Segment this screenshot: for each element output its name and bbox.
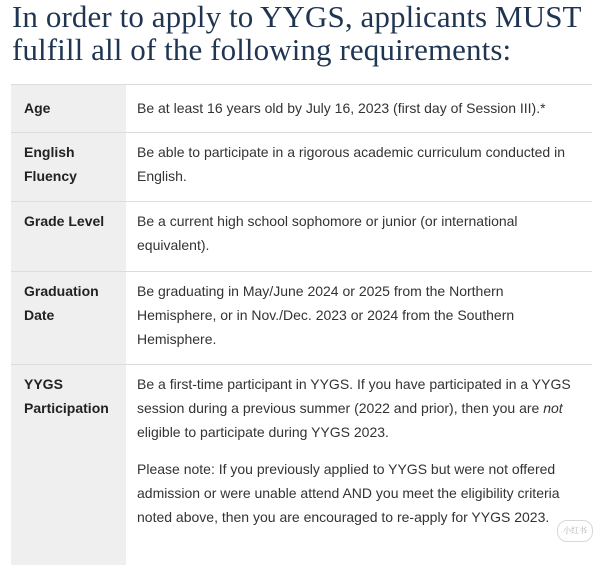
requirement-row-graduation-date <box>11 271 592 364</box>
emphasis-not: not <box>543 400 563 416</box>
requirement-row-age <box>11 84 592 132</box>
heading-line-1: In order to apply to YYGS, applicants MUST <box>12 0 582 34</box>
requirement-label: Graduation Date <box>24 283 99 323</box>
page-heading <box>12 0 597 66</box>
requirement-row-english-fluency <box>11 132 592 201</box>
requirement-label: English Fluency <box>24 144 77 184</box>
heading-line-2: fulfill all of the following requirements: <box>12 32 512 67</box>
participation-paragraph: Be a first-time participant in YYGS. If you have participated in a YYGS session during a previous summer (2022 and prior), then you are not eligible to participate during YYGS 2023. <box>137 376 571 440</box>
requirement-row-yygs-participation <box>11 364 592 565</box>
requirement-text <box>137 372 585 529</box>
requirement-label: Grade Level <box>24 213 105 229</box>
requirement-row-grade-level <box>11 201 592 271</box>
requirement-label: YYGS Participation <box>24 376 109 416</box>
requirement-label: Age <box>24 100 51 116</box>
requirement-text: Be at least 16 years old by July 16, 2023 (first day of Session III).* <box>137 100 546 116</box>
requirement-text: Be graduating in May/June 2024 or 2025 from the Northern Hemisphere, or in Nov./Dec. 2023 or 2024 from the Southern Hemisphere. <box>137 283 515 347</box>
watermark-logo: 小红书 <box>557 520 593 542</box>
requirements-table <box>11 84 592 565</box>
participation-note: Please note: If you previously applied to YYGS but were not offered admission or were unable attend AND you meet the eligibility criteria noted above, then you are encouraged to re-apply for YYGS 2023. <box>137 461 560 525</box>
requirement-text: Be a current high school sophomore or junior (or international equivalent). <box>137 213 518 253</box>
requirement-text: Be able to participate in a rigorous academic curriculum conducted in English. <box>137 144 566 184</box>
